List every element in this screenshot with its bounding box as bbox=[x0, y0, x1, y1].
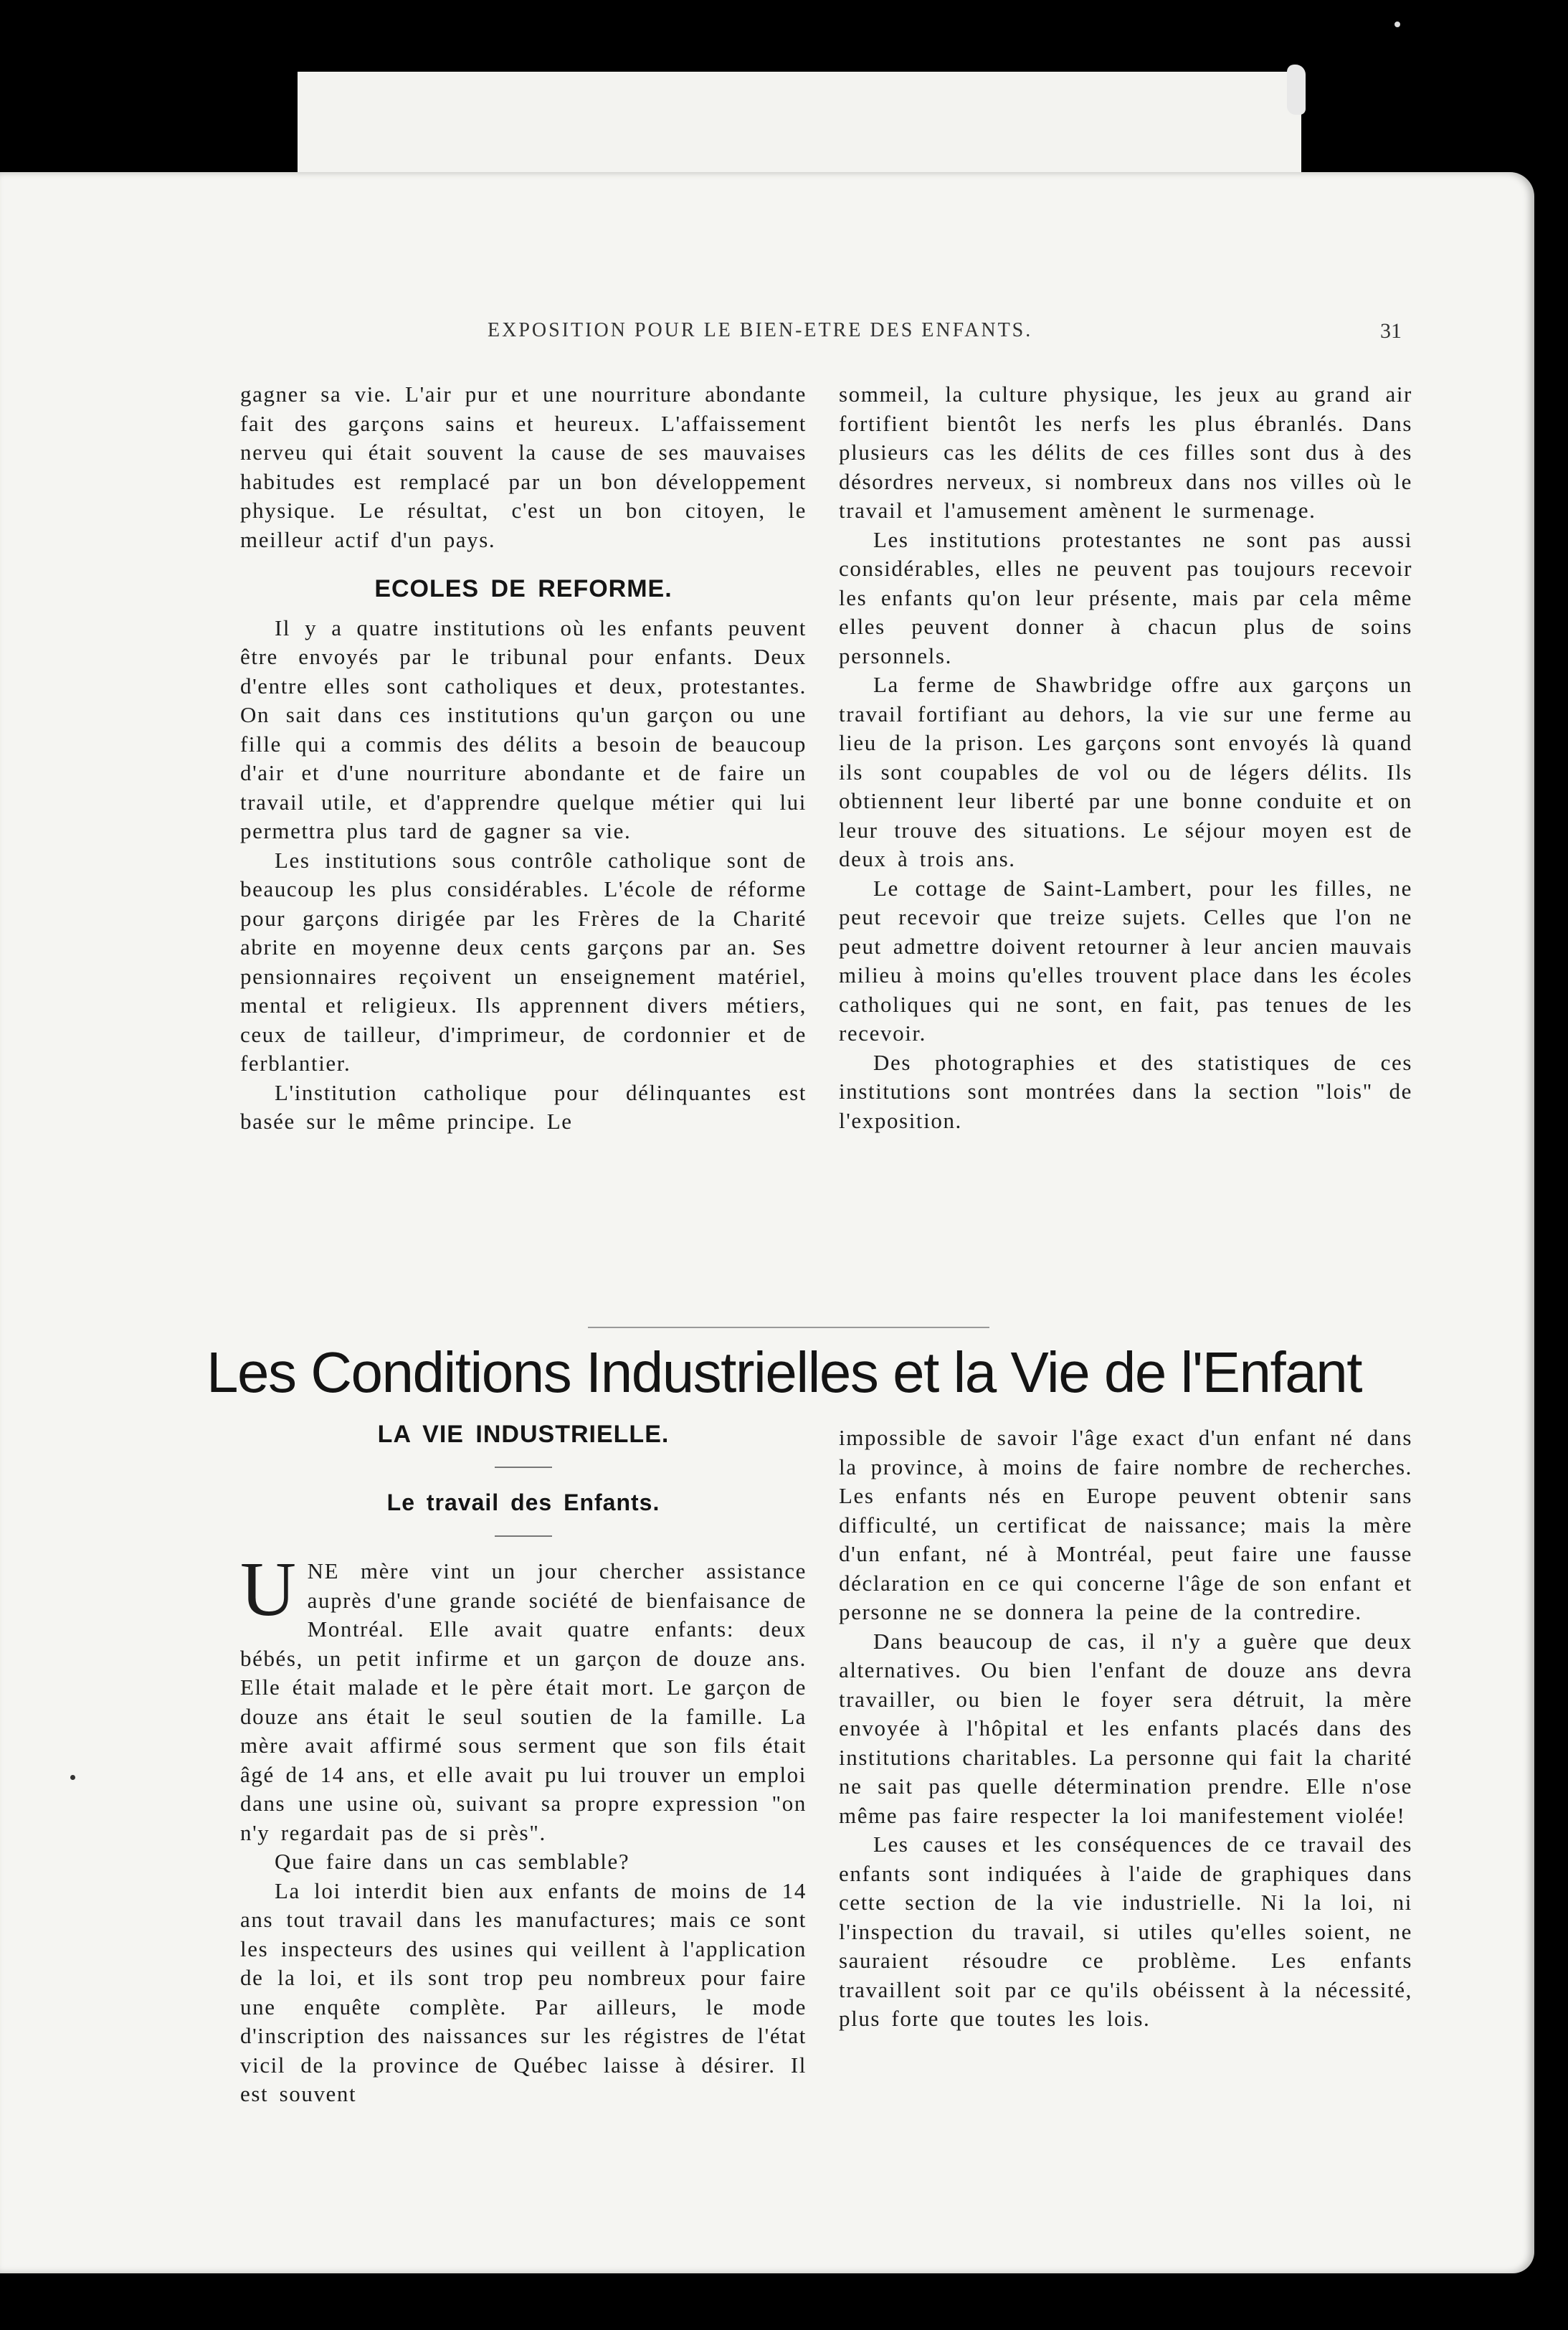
scan-artifact bbox=[1287, 65, 1306, 115]
paragraph: Le cottage de Saint-Lambert, pour les filles, ne peut recevoir que treize sujets. Celles que l'on ne peut admettre doivent retourner à leur ancien mauvais milieu à moins qu'elles trouvent place dans les écoles catholiques qui ne sont, en fait, pas tenues de les recevoir. bbox=[839, 875, 1412, 1046]
divider-rule bbox=[588, 1327, 989, 1328]
paragraph: Dans beaucoup de cas, il n'y a guère que deux alternatives. Ou bien l'enfant de douze ans devra travailler, ou bien le foyer sera détruit, la mère envoyée à l'hôpital et les enfants placés dans des institutions charitables. La personne qui fait la charité ne sait pas quelle détermination prendre. Elle n'ose même pas faire respecter la loi manifestement violée! bbox=[839, 1628, 1412, 1828]
paragraph: La loi interdit bien aux enfants de moins de 14 ans tout travail dans les manufactures; mais ce sont les inspecteurs des usines qui veillent à l'application de la loi, et ils sont trop peu nombreux pour faire une enquête complète. Par ailleurs, le mode d'inscription des naissances sur les régistres de l'état vicil de la province de Québec laisse à désirer. Il est souvent bbox=[240, 1877, 807, 2106]
film-edge-strip bbox=[298, 72, 1301, 179]
paragraph: La ferme de Shawbridge offre aux garçons un travail fortifiant au dehors, la vie sur une ferme au lieu de la prison. Les garçons sont envoyés là quand ils sont coupables de vol ou de légers délits. Ils obtiennent leur liberté par une bonne conduite et on leur trouve des situations. Le séjour moyen est de deux à trois ans. bbox=[839, 672, 1412, 871]
scan-speck bbox=[1394, 22, 1400, 27]
bottom-left-column bbox=[240, 1420, 807, 2109]
running-header: EXPOSITION POUR LE BIEN-ETRE DES ENFANTS. bbox=[488, 319, 1033, 341]
paragraph: Les institutions sous contrôle catholique sont de beaucoup les plus considérables. L'école de réforme pour garçons dirigée par les Frères de la Charité abrite en moyenne deux cents garçons par an. Ses pensionnaires reçoivent un enseignement matériel, mental et religieux. Ils apprennent divers métiers, ceux de tailleur, d'imprimeur, de cordonnier et de ferblantier. bbox=[240, 847, 807, 1076]
margin-speck bbox=[70, 1775, 75, 1780]
bottom-right-column bbox=[839, 1424, 1412, 2034]
page-number: 31 bbox=[1380, 319, 1402, 343]
paragraph: Il y a quatre institutions où les enfants peuvent être envoyés par le tribunal pour enfants. Deux d'entre elles sont catholiques et deux, protestantes. On sait dans ces institutions qu'un garçon ou une fille qui a commis des délits a besoin de beaucoup d'air et d'une nourriture abondante et de faire un travail utile, et d'apprendre quelque métier qui lui permettra plus tard de gagner sa vie. bbox=[240, 615, 807, 843]
divider-rule bbox=[495, 1535, 552, 1537]
article-title: Les Conditions Industrielles et la Vie de l'Enfant bbox=[206, 1340, 1362, 1404]
paragraph: L'institution catholique pour délinquantes est basée sur le même principe. Le bbox=[240, 1079, 807, 1134]
divider-rule bbox=[495, 1467, 552, 1468]
paragraph: impossible de savoir l'âge exact d'un enfant né dans la province, à moins de faire nombre de recherches. Les enfants nés en Europe peuvent obtenir sans difficulté, un certificat de naissance; mais la mère d'un enfant, né à Montréal, peut faire une fausse déclaration en ce qui concerne l'âge de son enfant et personne ne se donnera la peine de la contredire. bbox=[839, 1425, 1412, 1624]
paragraph: Les causes et les conséquences de ce travail des enfants sont indiquées à l'aide de graphiques dans cette section de la vie industrielle. Ni la loi, ni l'inspection du travail, si utiles qu'elles soient, ne sauraient résoudre ce problème. Les enfants travaillent soit par ce qu'ils obéissent à la nécessité, plus forte que toutes les lois. bbox=[839, 1832, 1412, 2031]
paragraph: Des photographies et des statistiques de ces institutions sont montrées dans la section "lois" de l'exposition. bbox=[839, 1049, 1412, 1133]
opening-paragraph bbox=[240, 1547, 807, 1847]
top-right-column bbox=[839, 380, 1412, 1135]
paragraph: gagner sa vie. L'air pur et une nourriture abondante fait des garçons sains et heureux. L'affaissement nerveu qui était souvent la cause de ses mauvaises habitudes est remplacé par un bon développement physique. Le résultat, c'est un bon citoyen, le meilleur actif d'un pays. bbox=[240, 382, 807, 552]
section-heading-reforme: ECOLES DE REFORME. bbox=[374, 575, 673, 602]
sub-heading-travail: Le travail des Enfants. bbox=[386, 1489, 660, 1515]
paragraph: Les institutions protestantes ne sont pas aussi considérables, elles ne peuvent pas toujours recevoir les enfants qu'on leur présente, mais par cela même elles peuvent donner à chacun plus de soins personnels. bbox=[839, 526, 1412, 668]
drop-cap: U bbox=[240, 1547, 298, 1632]
section-heading-vie-industrielle: LA VIE INDUSTRIELLE. bbox=[377, 1421, 670, 1448]
top-left-column bbox=[240, 380, 807, 1137]
paragraph: NE mère vint un jour chercher assistance auprès d'une grande société de bienfaisance de Montréal. Elle avait quatre enfants: deux bébés, un petit infirme et un garçon de douze ans. Elle était malade et le père était mort. Le garçon de douze ans était le seul soutien de la famille. La mère avait affirmé sous serment que son fils était âgé de 14 ans, et elle avait pu lui trouver un emploi dans une usine où, suivant sa propre expression "on n'y regardait pas de si près". bbox=[240, 1558, 807, 1845]
paragraph: sommeil, la culture physique, les jeux au grand air fortifient bientôt les nerfs les plus ébranlés. Dans plusieurs cas les délits de ces filles sont dus à des désordres nerveux, si nombreux dans nos villes où le travail et l'amusement amènent le surmenage. bbox=[839, 382, 1412, 523]
paragraph: Que faire dans un cas semblable? bbox=[275, 1849, 630, 1874]
